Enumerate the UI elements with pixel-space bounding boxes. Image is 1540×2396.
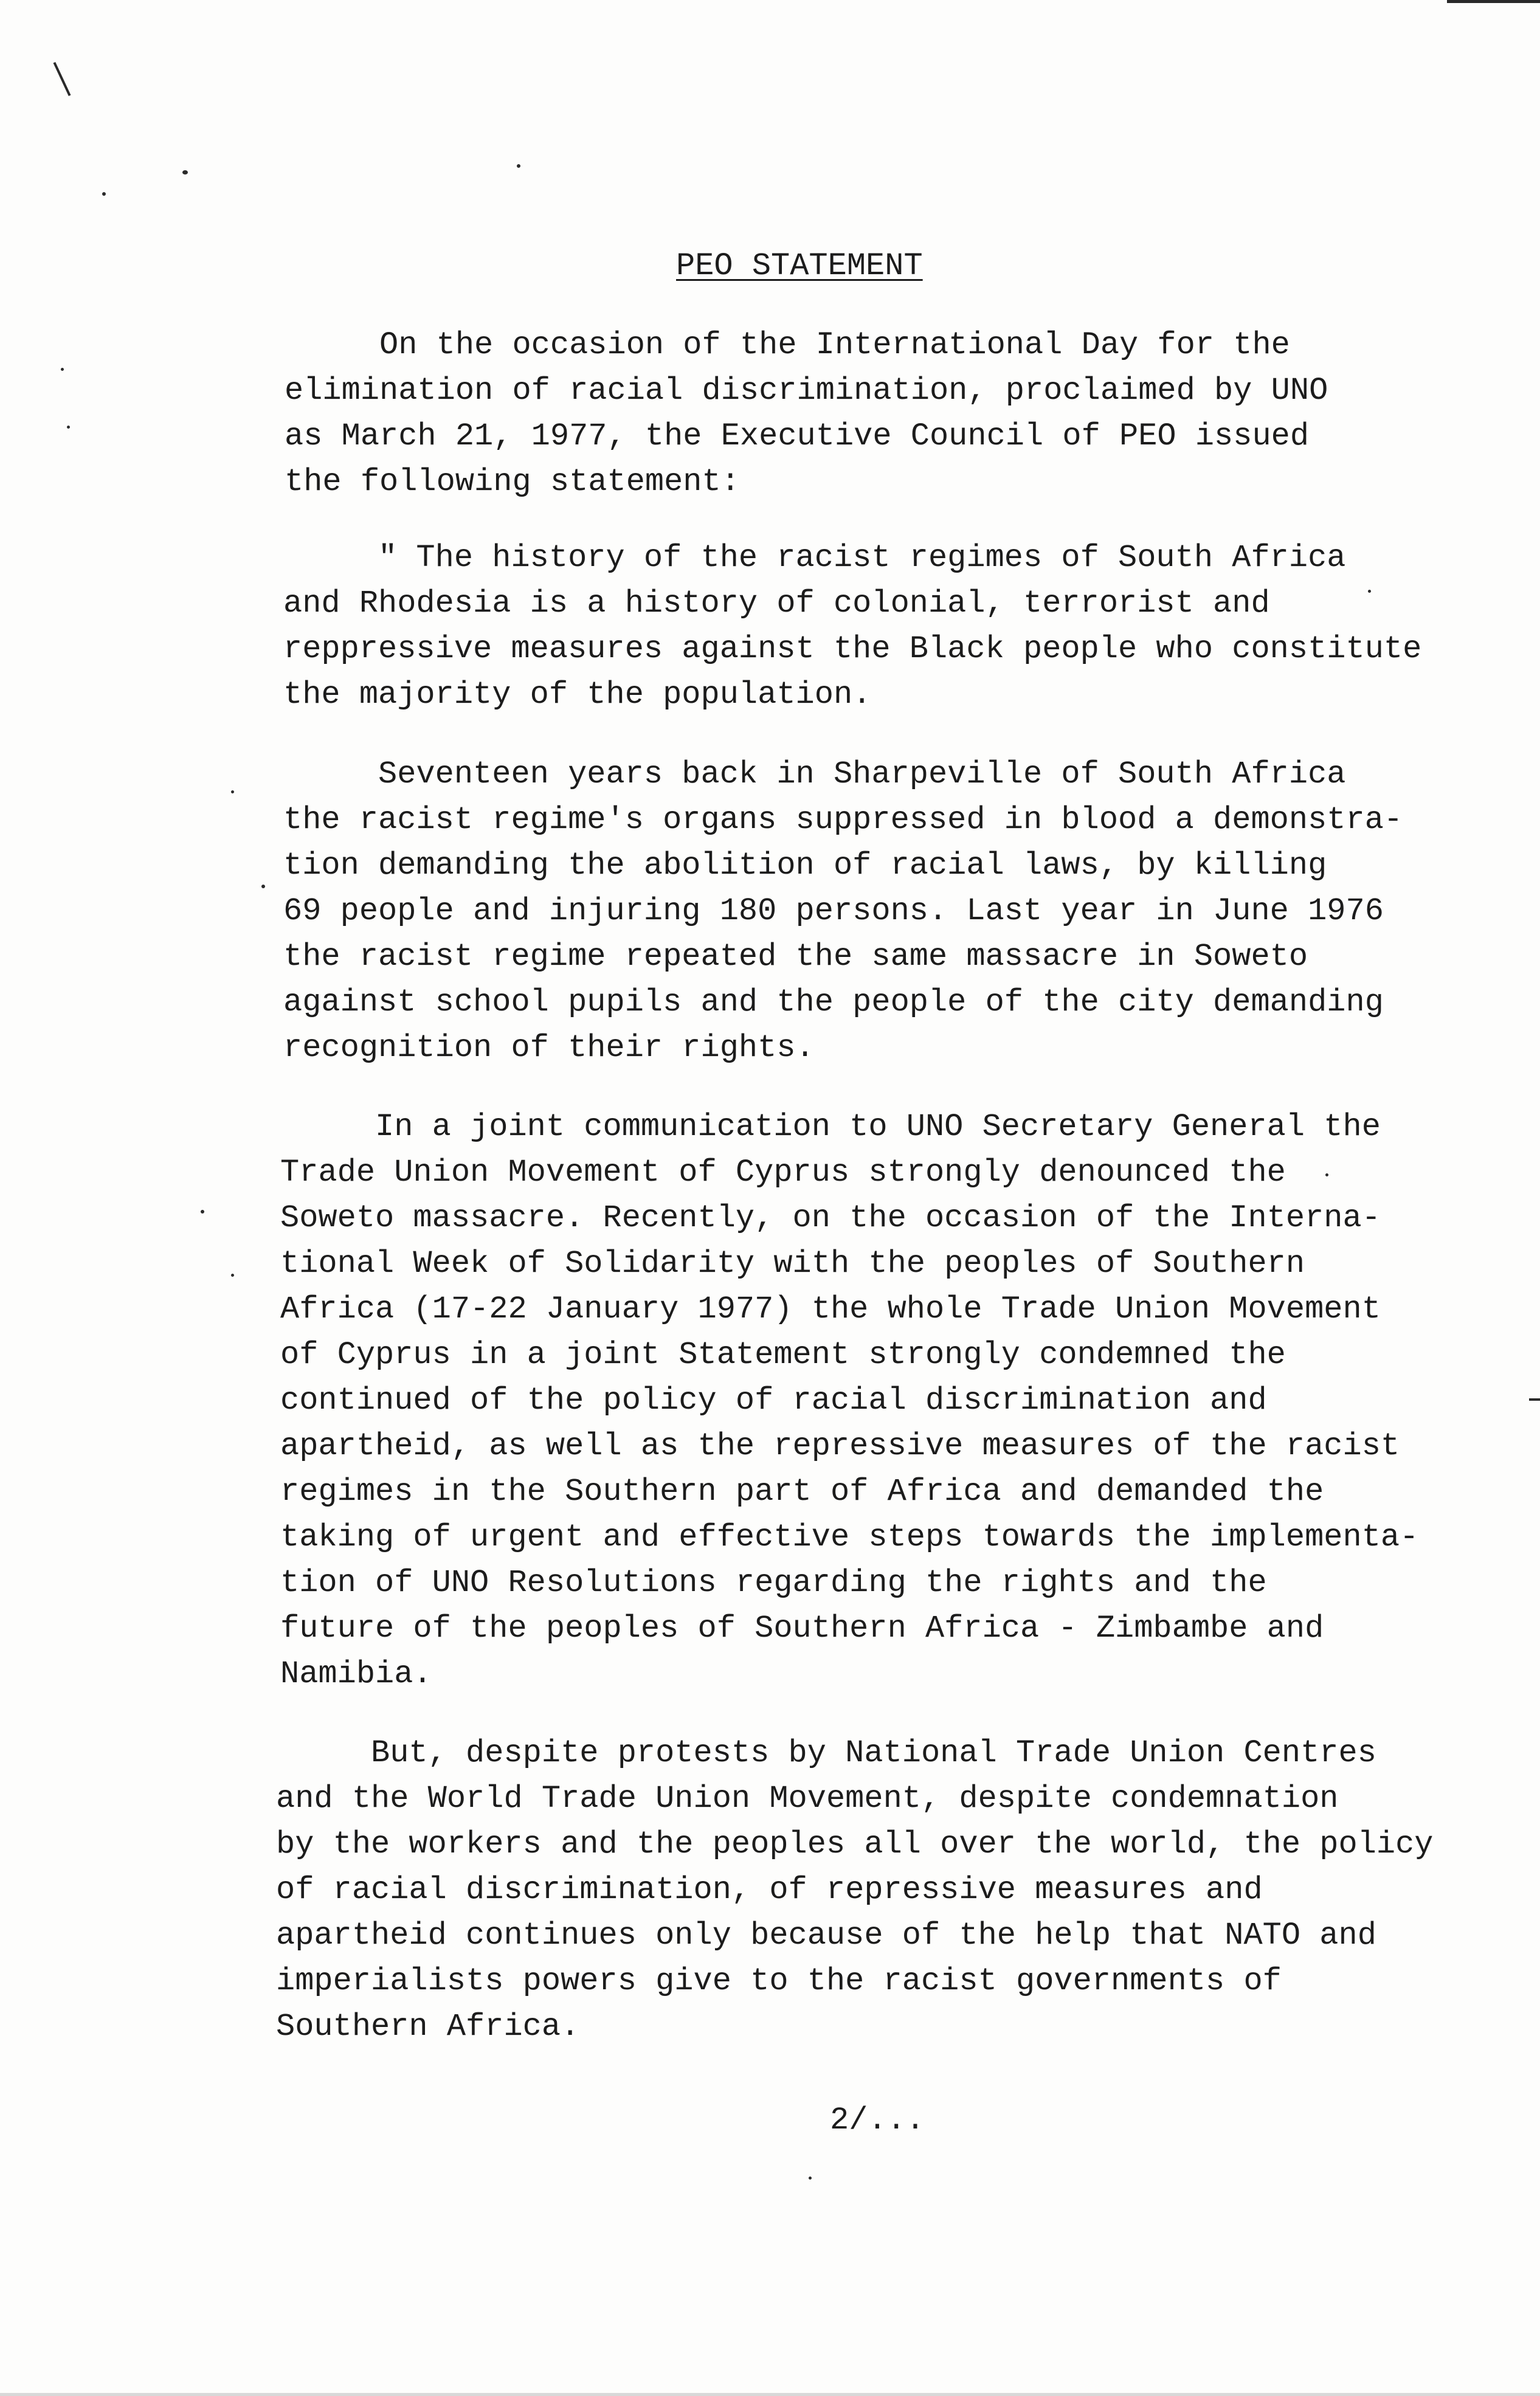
paragraph-line: On the occasion of the International Day for the — [285, 327, 1290, 363]
paragraph-line: as March 21, 1977, the Executive Council of PEO issued — [285, 418, 1310, 454]
document-title: PEO STATEMENT — [676, 248, 923, 284]
scan-speck — [182, 170, 188, 174]
scan-speck — [102, 192, 106, 196]
paragraph-line: apartheid, as well as the repressive measures of the racist — [280, 1428, 1400, 1464]
paragraph-line: Trade Union Movement of Cyprus strongly denounced the — [280, 1155, 1286, 1190]
paragraph-2 — [283, 535, 1421, 717]
paragraph-line: against school pupils and the people of the city demanding — [283, 984, 1384, 1020]
paragraph-line: recognition of their rights. — [283, 1030, 815, 1066]
paragraph-line: regimes in the Southern part of Africa and demanded the — [280, 1474, 1324, 1510]
paragraph-line: In a joint communication to UNO Secretary General the — [280, 1109, 1381, 1145]
paragraph-line: the majority of the population. — [283, 677, 872, 713]
paragraph-4 — [280, 1104, 1418, 1697]
scan-speck — [201, 1210, 204, 1214]
paragraph-line: But, despite protests by National Trade Union Centres — [276, 1735, 1376, 1771]
paragraph-1 — [285, 322, 1328, 505]
scan-speck — [67, 426, 70, 429]
scan-speck — [231, 790, 234, 793]
paragraph-line: and Rhodesia is a history of colonial, terrorist and — [283, 585, 1270, 621]
paragraph-line: elimination of racial discrimination, proclaimed by UNO — [285, 373, 1328, 409]
paragraph-line: Namibia. — [280, 1656, 432, 1692]
paragraph-line: apartheid continues only because of the help that NATO and — [276, 1918, 1376, 1953]
paragraph-line: the racist regime repeated the same massacre in Soweto — [283, 939, 1308, 975]
scan-speck — [61, 368, 64, 371]
paragraph-line: reppressive measures against the Black people who constitute — [283, 631, 1422, 667]
scan-speck — [809, 2177, 812, 2180]
scan-mark — [0, 2393, 1540, 2396]
page-number: 2/... — [830, 2102, 925, 2138]
scan-speck — [261, 885, 265, 888]
paragraph-line: by the workers and the peoples all over the world, the policy — [276, 1826, 1434, 1862]
paragraph-line: taking of urgent and effective steps towards the implementa- — [280, 1519, 1419, 1555]
paragraph-line: Africa (17-22 January 1977) the whole Trade Union Movement — [280, 1291, 1381, 1327]
paragraph-line: 69 people and injuring 180 persons. Last year in June 1976 — [283, 893, 1384, 929]
scan-mark — [1447, 0, 1540, 3]
scan-speck — [231, 1274, 234, 1277]
paragraph-line: tional Week of Solidarity with the peoples of Southern — [280, 1246, 1305, 1282]
scan-mark — [1529, 1398, 1540, 1401]
paragraph-line: " The history of the racist regimes of South Africa — [283, 540, 1346, 576]
paragraph-line: and the World Trade Union Movement, despite condemnation — [276, 1781, 1339, 1817]
paragraph-line: Soweto massacre. Recently, on the occasion of the Interna- — [280, 1200, 1381, 1236]
scan-speck — [517, 164, 520, 168]
paragraph-line: of racial discrimination, of repressive measures and — [276, 1872, 1263, 1908]
paragraph-line: Seventeen years back in Sharpeville of South Africa — [283, 756, 1346, 792]
paragraph-3 — [283, 751, 1403, 1071]
scan-speck — [1325, 1173, 1328, 1176]
paragraph-line: of Cyprus in a joint Statement strongly condemned the — [280, 1337, 1286, 1373]
paragraph-line: the racist regime's organs suppressed in blood a demonstra- — [283, 802, 1403, 838]
paragraph-line: Southern Africa. — [276, 2009, 580, 2045]
paragraph-line: tion demanding the abolition of racial laws, by killing — [283, 848, 1327, 883]
paragraph-5 — [276, 1730, 1434, 2049]
paragraph-line: imperialists powers give to the racist governments of — [276, 1963, 1282, 1999]
paragraph-line: continued of the policy of racial discrimination and — [280, 1383, 1267, 1418]
paragraph-line: future of the peoples of Southern Africa - Zimbambe and — [280, 1611, 1324, 1646]
scan-mark — [54, 62, 71, 96]
paragraph-line: the following statement: — [285, 464, 740, 500]
scan-speck — [1368, 590, 1371, 593]
paragraph-line: tion of UNO Resolutions regarding the rights and the — [280, 1565, 1267, 1601]
